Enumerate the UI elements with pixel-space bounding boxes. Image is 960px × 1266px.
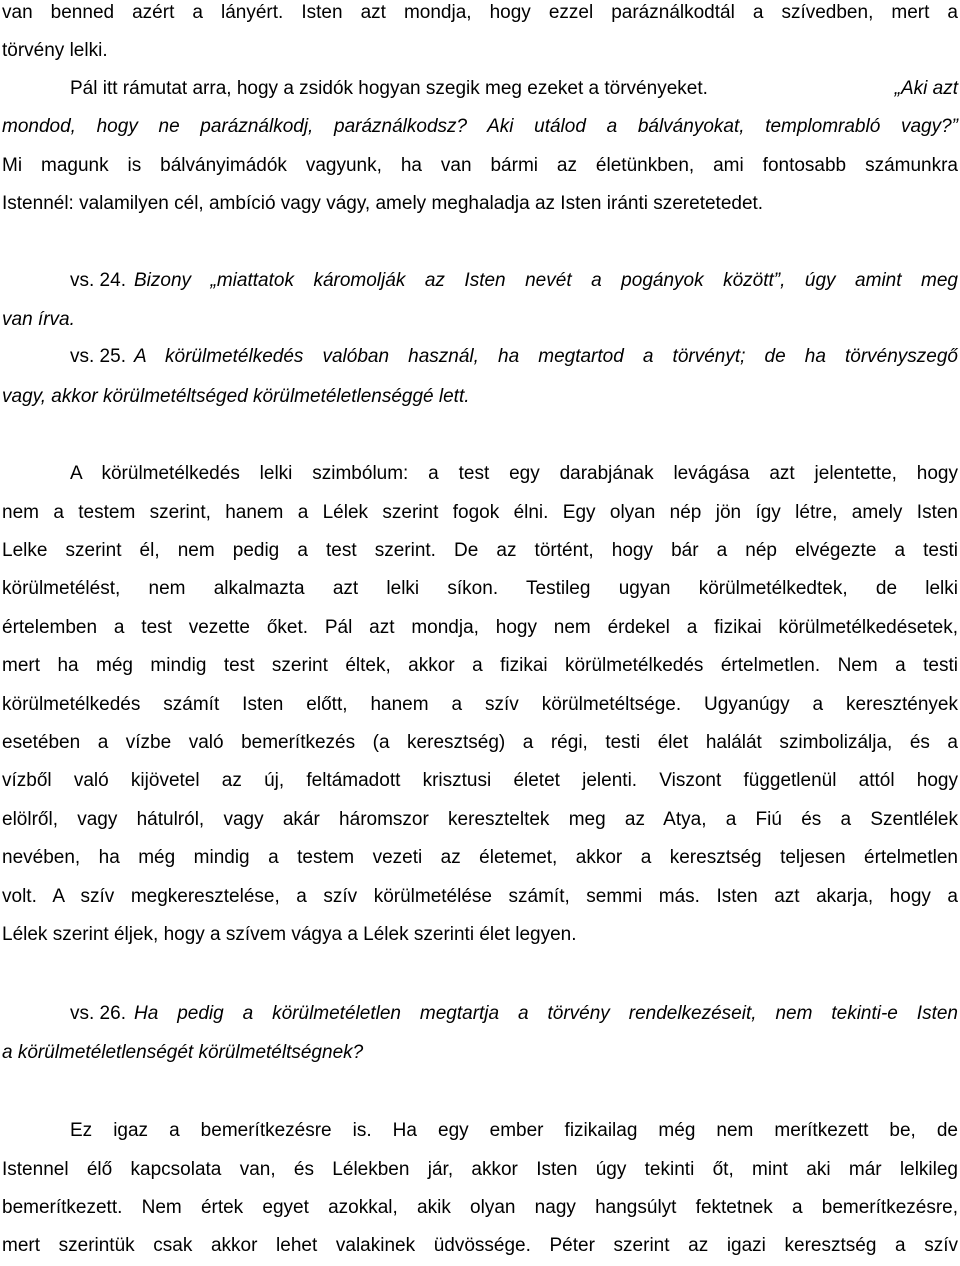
- verse-line: [70, 346, 958, 368]
- verse-text: Bizony „miattatok káromolják az Isten nevét a pogányok között”, úgy amint meg: [133, 270, 958, 291]
- text-line: elölről, vagy hátulról, vagy akár háromszor kereszteltek meg az Atya, a Fiú és a Szentlélek: [2, 809, 958, 830]
- quote-span: „Aki azt: [894, 78, 958, 99]
- text-line: körülmetélkedés számít Isten előtt, hanem a szív körülmetéltsége. Ugyanúgy a keresztények: [2, 694, 958, 715]
- text-line: Istennel élő kapcsolata van, és Lélekben jár, akkor Isten úgy tekinti őt, mint aki már lelkileg: [2, 1159, 958, 1180]
- verse-number: vs. 25.: [70, 346, 126, 367]
- text-line: bemerítkezett. Nem értek egyet azokkal, akik olyan nagy hangsúlyt fektetnek a bemerítkezésre,: [2, 1197, 958, 1218]
- text-line: Ez igaz a bemerítkezésre is. Ha egy ember fizikailag még nem merítkezett be, de: [70, 1120, 958, 1141]
- text-line: nevében, ha még mindig a testem vezeti az életemet, akkor a keresztség teljesen értelmetlen: [2, 847, 958, 868]
- verse-line: [70, 270, 958, 292]
- text-line: törvény lelki.: [2, 40, 108, 61]
- quote-line: mondod, hogy ne paráználkodj, paráználkodsz? Aki utálod a bálványokat, templomrabló vagy?”: [2, 116, 958, 137]
- text-span: Pál itt rámutat arra, hogy a zsidók hogyan szegik meg ezeket a törvényeket.: [70, 78, 708, 99]
- verse-text: van írva.: [2, 309, 75, 330]
- text-line: mert szerintük csak akkor lehet valakinek üdvössége. Péter szerint az igazi keresztség a szív: [2, 1235, 958, 1256]
- text-line: Lelke szerint él, nem pedig a test szerint. De az történt, hogy bár a nép elvégezte a testi: [2, 540, 958, 561]
- text-line: mert ha még mindig test szerint éltek, akkor a fizikai körülmetélkedés értelmetlen. Nem a testi: [2, 655, 958, 676]
- text-line: A körülmetélkedés lelki szimbólum: a test egy darabjának levágása azt jelentette, hogy: [70, 463, 958, 484]
- text-line: vízből való kijövetel az új, feltámadott krisztusi életet jelenti. Viszont függetlenül attól hogy: [2, 770, 958, 791]
- text-line: nem a testem szerint, hanem a Lélek szerint fogok élni. Egy olyan nép jön így létre, amely Isten: [2, 502, 958, 523]
- verse-text: A körülmetélkedés valóban használ, ha megtartod a törvényt; de ha törvényszegő: [133, 346, 958, 367]
- text-line: volt. A szív megkeresztelése, a szív körülmetélése számít, semmi más. Isten azt akarja, hogy a: [2, 886, 958, 907]
- text-line: értelemben a test vezette őket. Pál azt mondja, hogy nem érdekel a fizikai körülmetélkedésetek,: [2, 617, 958, 638]
- text-line: esetében a vízbe való bemerítkezés (a keresztség) a régi, testi élet halálát szimbolizálja, és a: [2, 732, 958, 753]
- text-line: van benned azért a lányért. Isten azt mondja, hogy ezzel paráználkodtál a szívedben, mert a: [2, 2, 958, 23]
- text-line: Lélek szerint éljek, hogy a szívem vágya a Lélek szerinti élet legyen.: [2, 924, 577, 945]
- verse-line: [70, 1003, 958, 1025]
- verse-text: vagy, akkor körülmetéltséged körülmetéletlenséggé lett.: [2, 386, 470, 407]
- text-line: Mi magunk is bálványimádók vagyunk, ha van bármi az életünkben, ami fontosabb számunkra: [2, 155, 958, 176]
- text-line: Istennél: valamilyen cél, ambíció vagy vágy, amely meghaladja az Isten iránti szeretetedet.: [2, 193, 764, 214]
- verse-text: Ha pedig a körülmetéletlen megtartja a törvény rendelkezéseit, nem tekinti-e Isten: [133, 1003, 958, 1024]
- verse-number: vs. 26.: [70, 1003, 126, 1024]
- verse-number: vs. 24.: [70, 270, 126, 291]
- text-line: [70, 78, 958, 100]
- verse-text: a körülmetéletlenségét körülmetéltségnek?: [2, 1042, 364, 1063]
- text-line: körülmetélést, nem alkalmazta azt lelki síkon. Testileg ugyan körülmetélkedtek, de lelki: [2, 578, 958, 599]
